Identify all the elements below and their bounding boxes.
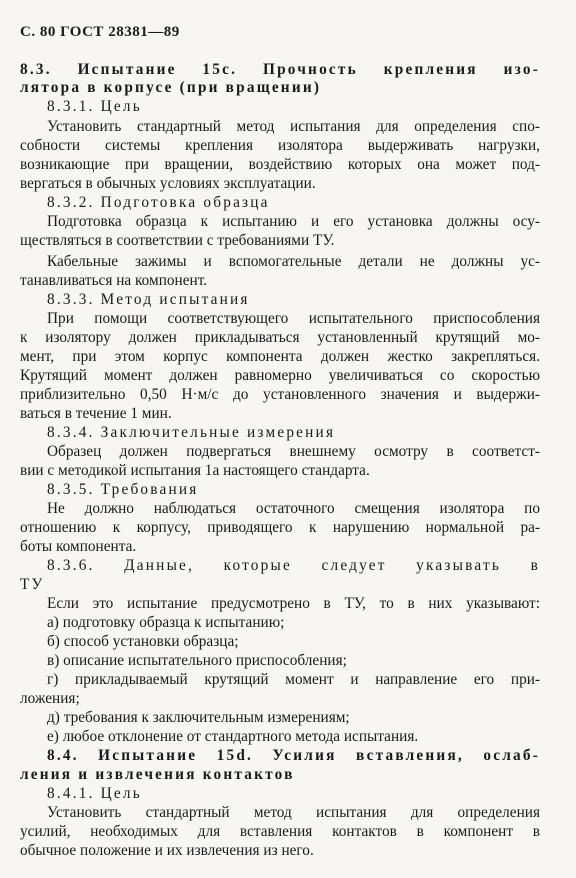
subsection-8-3-1-heading: 8.3.1. Цель	[47, 98, 142, 115]
paragraph-line: Подготовка образца к испытанию и его установка должны осу-	[47, 213, 540, 230]
paragraph-line: Если это испытание предусмотрено в ТУ, то в них указывают:	[47, 595, 540, 612]
list-item: г) прикладываемый крутящий момент и направление его при-	[47, 671, 540, 688]
subsection-8-4-1-heading: 8.4.1. Цель	[47, 785, 142, 802]
paragraph-line: При помощи соответствующего испытательного приспособления	[47, 310, 540, 327]
section-8-4-title-line-2: ления и извлечения контактов	[20, 766, 295, 783]
paragraph-line: Установить стандартный метод испытания для определения	[47, 804, 540, 821]
subsection-8-3-4-heading: 8.3.4. Заключительные измерения	[47, 424, 336, 441]
paragraph-line: приблизительно 0,50 Н·м/с до установленного значения и выдержи-	[20, 386, 540, 403]
subsection-8-3-5-heading: 8.3.5. Требования	[47, 481, 199, 498]
paragraph-line: к изолятору должен прикладываться установленный крутящий мо-	[20, 329, 540, 346]
paragraph-line: Крутящий момент должен равномерно увеличиваться со скоростью	[20, 367, 540, 384]
subsection-8-3-6-heading: 8.3.6. Данные, которые следует указывать в	[47, 557, 540, 574]
list-item: б) способ установки образца;	[47, 633, 239, 650]
paragraph-line: обычное положение и их извлечения из него.	[20, 842, 314, 859]
list-item-cont: ложения;	[20, 690, 80, 707]
section-8-4-title-line-1: 8.4. Испытание 15d. Усилия вставления, ослаб-	[47, 747, 540, 764]
page-header: С. 80 ГОСТ 28381—89	[20, 24, 180, 40]
subsection-8-3-3-heading: 8.3.3. Метод испытания	[47, 291, 250, 308]
section-8-3-title-line-1: 8.3. Испытание 15с. Прочность крепления изо-	[20, 61, 540, 78]
paragraph-line: танавливаться на компонент.	[20, 272, 208, 289]
paragraph-line: боты компонента.	[20, 538, 137, 555]
section-8-3-title-line-2: лятора в корпусе (при вращении)	[20, 79, 322, 96]
paragraph-line: ществляться в соответствии с требованиями ТУ.	[20, 232, 335, 249]
paragraph-line: мент, при этом корпус компонента должен жестко закрепляться.	[20, 348, 540, 365]
paragraph-line: вергаться в обычных условиях эксплуатации.	[20, 175, 316, 192]
list-item: в) описание испытательного приспособления;	[47, 652, 347, 669]
list-item: е) любое отклонение от стандартного метода испытания.	[47, 728, 419, 745]
paragraph-line: вии с методикой испытания 1а настоящего стандарта.	[20, 462, 370, 479]
paragraph-line: ваться в течение 1 мин.	[20, 405, 172, 422]
list-item: а) подготовку образца к испытанию;	[47, 614, 285, 631]
paragraph-line: Кабельные зажимы и вспомогательные детали не должны ус-	[47, 253, 540, 270]
paragraph-line: отношению к корпусу, приводящего к нарушению нормальной ра-	[20, 519, 540, 536]
paragraph-line: Установить стандартный метод испытания для определения спо-	[47, 118, 540, 135]
paragraph-line: Образец должен подвергаться внешнему осмотру в соответст-	[47, 443, 540, 460]
paragraph-line: возникающие при вращении, воздействию которых она может под-	[20, 156, 540, 173]
paragraph-line: усилий, необходимых для вставления контактов в компонент в	[20, 823, 540, 840]
subsection-8-3-6-heading-cont: ТУ	[20, 576, 45, 593]
subsection-8-3-2-heading: 8.3.2. Подготовка образца	[47, 194, 270, 211]
list-item: д) требования к заключительным измерениям;	[47, 709, 350, 726]
paragraph-line: собности системы крепления изолятора выдерживать нагрузки,	[20, 137, 540, 154]
paragraph-line: Не должно наблюдаться остаточного смещения изолятора по	[47, 500, 540, 517]
